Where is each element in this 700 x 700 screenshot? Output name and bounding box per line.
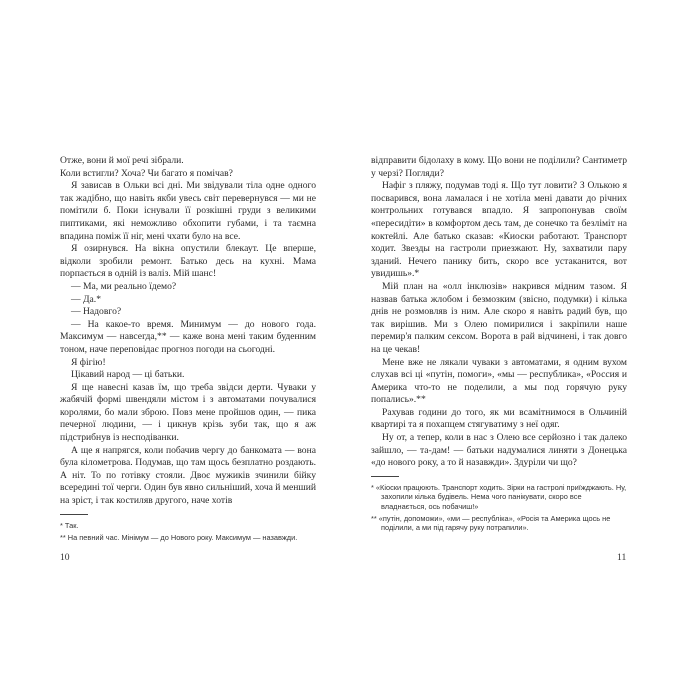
paragraph: Коли встигли? Хоча? Чи багато я помічав? <box>60 167 233 179</box>
left-page-body <box>60 155 316 508</box>
paragraph: Я озирнувся. На вікна опустили блекаут. Це вперше, відколи зробили ремонт. Батько десь на кухні. Мама порпається в одній із валіз. Мій шанс! <box>60 243 316 280</box>
paragraph: — Да.* <box>71 293 101 305</box>
paragraph: — Надовго? <box>71 306 122 318</box>
left-page-footnotes <box>60 521 316 543</box>
footnote: ** На певний час. Мінімум — до Нового року. Максимум — назавжди. <box>60 533 298 543</box>
page-number-left: 10 <box>60 552 70 563</box>
page-number-right: 11 <box>617 552 627 563</box>
footnote-divider <box>60 514 88 515</box>
paragraph: Цікавий народ — ці батьки. <box>71 369 185 381</box>
paragraph: Мене вже не лякали чуваки з автоматами, я одним вухом слухав всі ці «путін, помоги», «мы — республика», «Россия и Америка что-то не поделили, а мы под горячую руку попались».** <box>371 356 627 406</box>
paragraph: — Ма, ми реально їдемо? <box>71 280 177 292</box>
paragraph: Я фігію! <box>71 356 106 368</box>
paragraph: Рахував години до того, як ми всамітнимося в Ольчиній квартирі та я похапцем стягуватиму з неї одяг. <box>371 406 627 431</box>
right-page-body <box>371 155 627 470</box>
paragraph: Мій план на «олл інклюзів» накрився мідним тазом. Я назвав батька жлобом і безмозким (звісно, подумки) і кілька днів не розмовляв із ним. Але скоро я навіть радий був, що так вирішив. Ми з Олею помирилися і закріпили наше перемир'я палким сексом. Ворота в рай відчинені, і так довго на це чекав! <box>371 280 627 355</box>
paragraph: відправити бідолаху в кому. Що вони не поділили? Сантиметр у черзі? Погляди? <box>371 155 627 179</box>
paragraph: — На какое-то время. Минимум — до нового года. Максимум — навсегда,** — каже вона мені таким буденним тоном, наче переповідає прогноз погоди на сьогодні. <box>60 318 316 355</box>
right-page <box>371 155 627 536</box>
footnote-divider <box>371 476 399 477</box>
paragraph: Я ще навесні казав їм, що треба звідси дерти. Чуваки у жабячій формі швендяли містом і з автоматами почувалися королями, бо мали зброю. Повз мене пройшов один, — пика печерної людини, — і цикнув крізь зуби так, що я аж підстрибнув із несподіванки. <box>60 381 316 444</box>
paragraph: Отже, вони й мої речі зібрали. <box>60 155 184 166</box>
paragraph: А ще я напрягся, коли побачив чергу до банкомата — вона була кілометрова. Подумав, що там щось безплатно роздають. А ніт. То по готівку стояли. Двоє мужиків зчинили бійку всередині тої черги. Один був явно сильніший, хоча й менший на зріст, і так костиляв другого, наче хотів <box>60 444 316 507</box>
left-page <box>60 155 316 545</box>
footnote: * Так. <box>60 520 79 530</box>
right-page-footnotes <box>371 483 627 533</box>
paragraph: Нафіг з пляжу, подумав тоді я. Що тут ловити? З Олькою я посварився, вона ламалася і не хотіла мені давати до річних контрольних готувався впадло. Я запропонував своїм «пересидіти» в комфортом десь там, де сонечко та безліміт на коктейлі. Але батько сказав: «Киоски работают. Транспорт ходит. Звезды на гастроли приезжают. Ну, захватили пару зданий. Нечего панику бить, скоро все устаканится, вот увидишь».* <box>371 180 627 280</box>
footnote: * «Кіоски працюють. Транспорт ходить. Зірки на гастролі приїжджають. Ну, захопили кілька будівель. Нема чого панікувати, скоро все владнається, ось побачиш!» <box>371 482 627 511</box>
paragraph: Я зависав в Ольки всі дні. Ми звідували тіла одне одного так жадібно, що навіть якби увесь світ перевернувся — ми не помітили б. Поки існували її розкішні груди з великими пиптиками, які неможливо обхопити губами, і та таємна впадина поміж її ніг, мені чхати було на все. <box>60 180 316 242</box>
footnote: ** «путін, допоможи», «ми — республіка», «Росія та Америка щось не поділили, а ми під гарячу руку потрапили». <box>371 514 611 533</box>
paragraph: Ну от, а тепер, коли в нас з Олею все серйозно і так далеко зайшло, — та-дам! — батьки надумалися линяти з Донецька «до нового року, а то й назавжди». Здуріли чи що? <box>371 432 627 469</box>
